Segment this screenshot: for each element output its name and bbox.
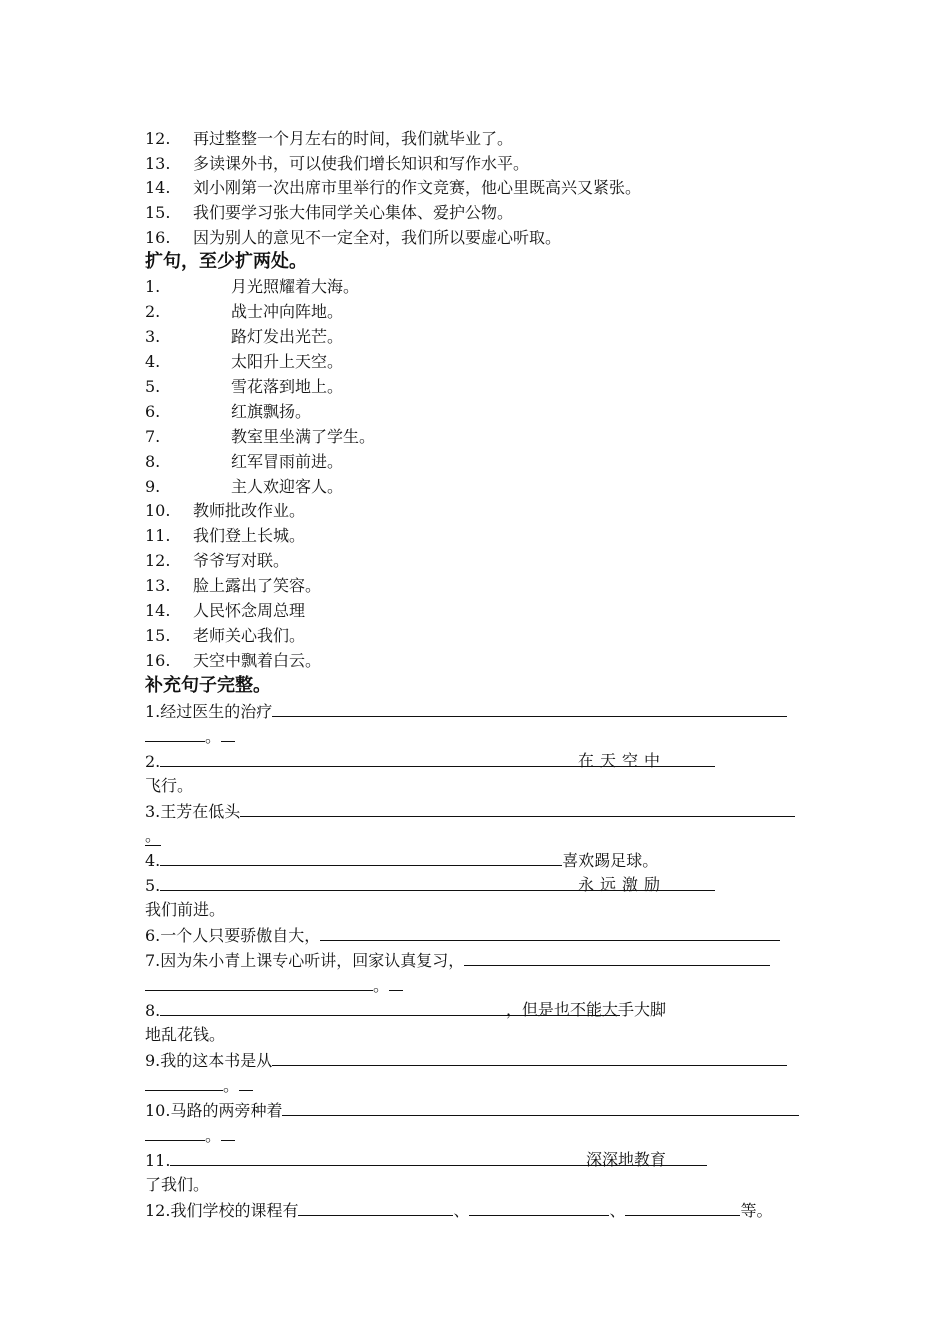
list-item — [145, 573, 321, 598]
item-text: 教师批改作业。 — [193, 501, 306, 520]
question-end: 。 — [205, 727, 222, 746]
item-text: 红旗飘扬。 — [231, 402, 312, 421]
list-item — [145, 175, 641, 200]
answer-blank[interactable] — [320, 922, 780, 941]
item-text: 再过整整一个月左右的时间，我们就毕业了。 — [193, 129, 514, 148]
answer-blank-tail — [239, 1072, 253, 1091]
question-text: 6.一个人只要骄傲自大， — [145, 926, 321, 945]
question-4 — [145, 847, 658, 872]
list-item — [145, 498, 305, 523]
answer-blank[interactable] — [240, 798, 795, 817]
question-7 — [145, 947, 770, 972]
question-10-cont — [145, 1122, 235, 1147]
list-item — [145, 424, 375, 449]
question-1 — [145, 698, 787, 723]
question-text-end: 等。 — [740, 1201, 773, 1220]
question-9 — [145, 1047, 787, 1072]
question-text: 8. — [145, 1001, 161, 1020]
question-text: 1.经过医生的治疗 — [145, 702, 273, 721]
item-number: 5. — [145, 377, 161, 396]
item-text: 月光照耀着大海。 — [231, 277, 360, 296]
item-number: 1. — [145, 277, 161, 296]
item-number: 3. — [145, 327, 161, 346]
answer-blank[interactable] — [282, 1097, 799, 1116]
question-text: 5. — [145, 876, 161, 895]
item-text: 战士冲向阵地。 — [231, 302, 344, 321]
question-end: 。 — [373, 976, 390, 995]
item-text: 刘小刚第一次出席市里举行的作文竞赛，他心里既高兴又紧张。 — [193, 178, 642, 197]
question-text-end: 永远激励 — [577, 875, 666, 894]
item-text: 教室里坐满了学生。 — [231, 427, 376, 446]
item-number: 11. — [145, 526, 171, 545]
question-end: 。 — [223, 1076, 240, 1095]
question-text: 4. — [145, 851, 161, 870]
item-text: 脸上露出了笑容。 — [193, 576, 322, 595]
answer-blank-tail — [221, 723, 235, 742]
question-end: 。 — [205, 1126, 222, 1145]
separator: 、 — [609, 1201, 626, 1220]
question-11-cont: 了我们。 — [145, 1175, 210, 1194]
list-item — [145, 623, 305, 648]
item-number: 15. — [145, 203, 171, 222]
list-item — [145, 548, 289, 573]
question-2-cont: 飞行。 — [145, 776, 194, 795]
item-text: 雪花落到地上。 — [231, 377, 344, 396]
list-item — [145, 200, 513, 225]
section-heading-expand: 扩句，至少扩两处。 — [145, 251, 307, 272]
question-3-cont — [145, 823, 161, 848]
question-text: 2. — [145, 752, 161, 771]
list-item — [145, 274, 359, 299]
item-number: 12. — [145, 129, 171, 148]
item-number: 2. — [145, 302, 161, 321]
question-8-cont: 地乱花钱。 — [145, 1025, 226, 1044]
item-number: 9. — [145, 477, 161, 496]
question-text: 7.因为朱小青上课专心听讲，回家认真复习， — [145, 951, 465, 970]
question-11 — [145, 1147, 808, 1172]
question-2 — [145, 748, 808, 773]
item-number: 13. — [145, 576, 171, 595]
item-number: 14. — [145, 178, 171, 197]
item-number: 15. — [145, 626, 171, 645]
separator: 、 — [453, 1201, 470, 1220]
answer-blank[interactable] — [469, 1197, 609, 1216]
answer-blank[interactable] — [272, 1047, 787, 1066]
item-text: 天空中飘着白云。 — [193, 651, 322, 670]
question-text: 11. — [145, 1151, 171, 1170]
question-12 — [145, 1197, 773, 1222]
question-5 — [145, 872, 808, 897]
item-text: 爷爷写对联。 — [193, 551, 290, 570]
list-item — [145, 151, 529, 176]
question-9-cont — [145, 1072, 253, 1097]
question-text: 10.马路的两旁种着 — [145, 1101, 283, 1120]
list-item — [145, 449, 343, 474]
answer-blank[interactable] — [145, 1122, 205, 1141]
section-heading-complete: 补充句子完整。 — [145, 675, 271, 696]
item-text: 人民怀念周总理 — [193, 601, 306, 620]
list-item — [145, 324, 343, 349]
question-text-end: 深深地教育 — [585, 1150, 666, 1169]
item-number: 12. — [145, 551, 171, 570]
question-text-end: ，但是也不能大手大脚 — [505, 1000, 666, 1019]
item-number: 14. — [145, 601, 171, 620]
item-text: 老师关心我们。 — [193, 626, 306, 645]
answer-blank-tail — [389, 972, 403, 991]
question-text: 12.我们学校的课程有 — [145, 1201, 299, 1220]
answer-blank-tail — [221, 1122, 235, 1141]
list-item — [145, 399, 311, 424]
list-item — [145, 374, 343, 399]
answer-blank[interactable] — [145, 972, 373, 991]
item-text: 我们要学习张大伟同学关心集体、爱护公物。 — [193, 203, 514, 222]
question-10 — [145, 1097, 799, 1122]
question-text-end: 喜欢踢足球。 — [562, 851, 659, 870]
item-number: 10. — [145, 501, 171, 520]
list-item — [145, 349, 343, 374]
question-text-end: 在天空中 — [577, 751, 666, 770]
item-text: 路灯发出光芒。 — [231, 327, 344, 346]
list-item — [145, 126, 513, 151]
list-item — [145, 648, 321, 673]
question-7-cont — [145, 972, 403, 997]
answer-blank[interactable] — [272, 698, 787, 717]
question-3 — [145, 798, 795, 823]
item-number: 7. — [145, 427, 161, 446]
list-item — [145, 299, 343, 324]
item-number: 6. — [145, 402, 161, 421]
list-item — [145, 523, 305, 548]
item-number: 8. — [145, 452, 161, 471]
question-1-cont — [145, 723, 235, 748]
list-item — [145, 474, 343, 499]
answer-blank[interactable] — [298, 1197, 453, 1216]
item-number: 16. — [145, 651, 171, 670]
answer-blank[interactable] — [464, 947, 770, 966]
question-6 — [145, 922, 780, 947]
question-5-cont: 我们前进。 — [145, 900, 226, 919]
item-text: 红军冒雨前进。 — [231, 452, 344, 471]
question-text: 3.王芳在低头 — [145, 802, 241, 821]
item-number: 16. — [145, 228, 171, 247]
list-item — [145, 598, 305, 623]
list-item — [145, 225, 561, 250]
item-text: 主人欢迎客人。 — [231, 477, 344, 496]
question-text: 9.我的这本书是从 — [145, 1051, 273, 1070]
item-text: 多读课外书，可以使我们增长知识和写作水平。 — [193, 154, 530, 173]
item-text: 因为别人的意见不一定全对，我们所以要虚心听取。 — [193, 228, 562, 247]
item-text: 太阳升上天空。 — [231, 352, 344, 371]
item-number: 13. — [145, 154, 171, 173]
answer-blank[interactable] — [145, 723, 205, 742]
question-end: 。 — [145, 826, 162, 845]
answer-blank[interactable] — [160, 847, 562, 866]
item-number: 4. — [145, 352, 161, 371]
answer-blank[interactable] — [625, 1197, 740, 1216]
item-text: 我们登上长城。 — [193, 526, 306, 545]
answer-blank[interactable] — [145, 1072, 223, 1091]
question-8 — [145, 997, 808, 1022]
